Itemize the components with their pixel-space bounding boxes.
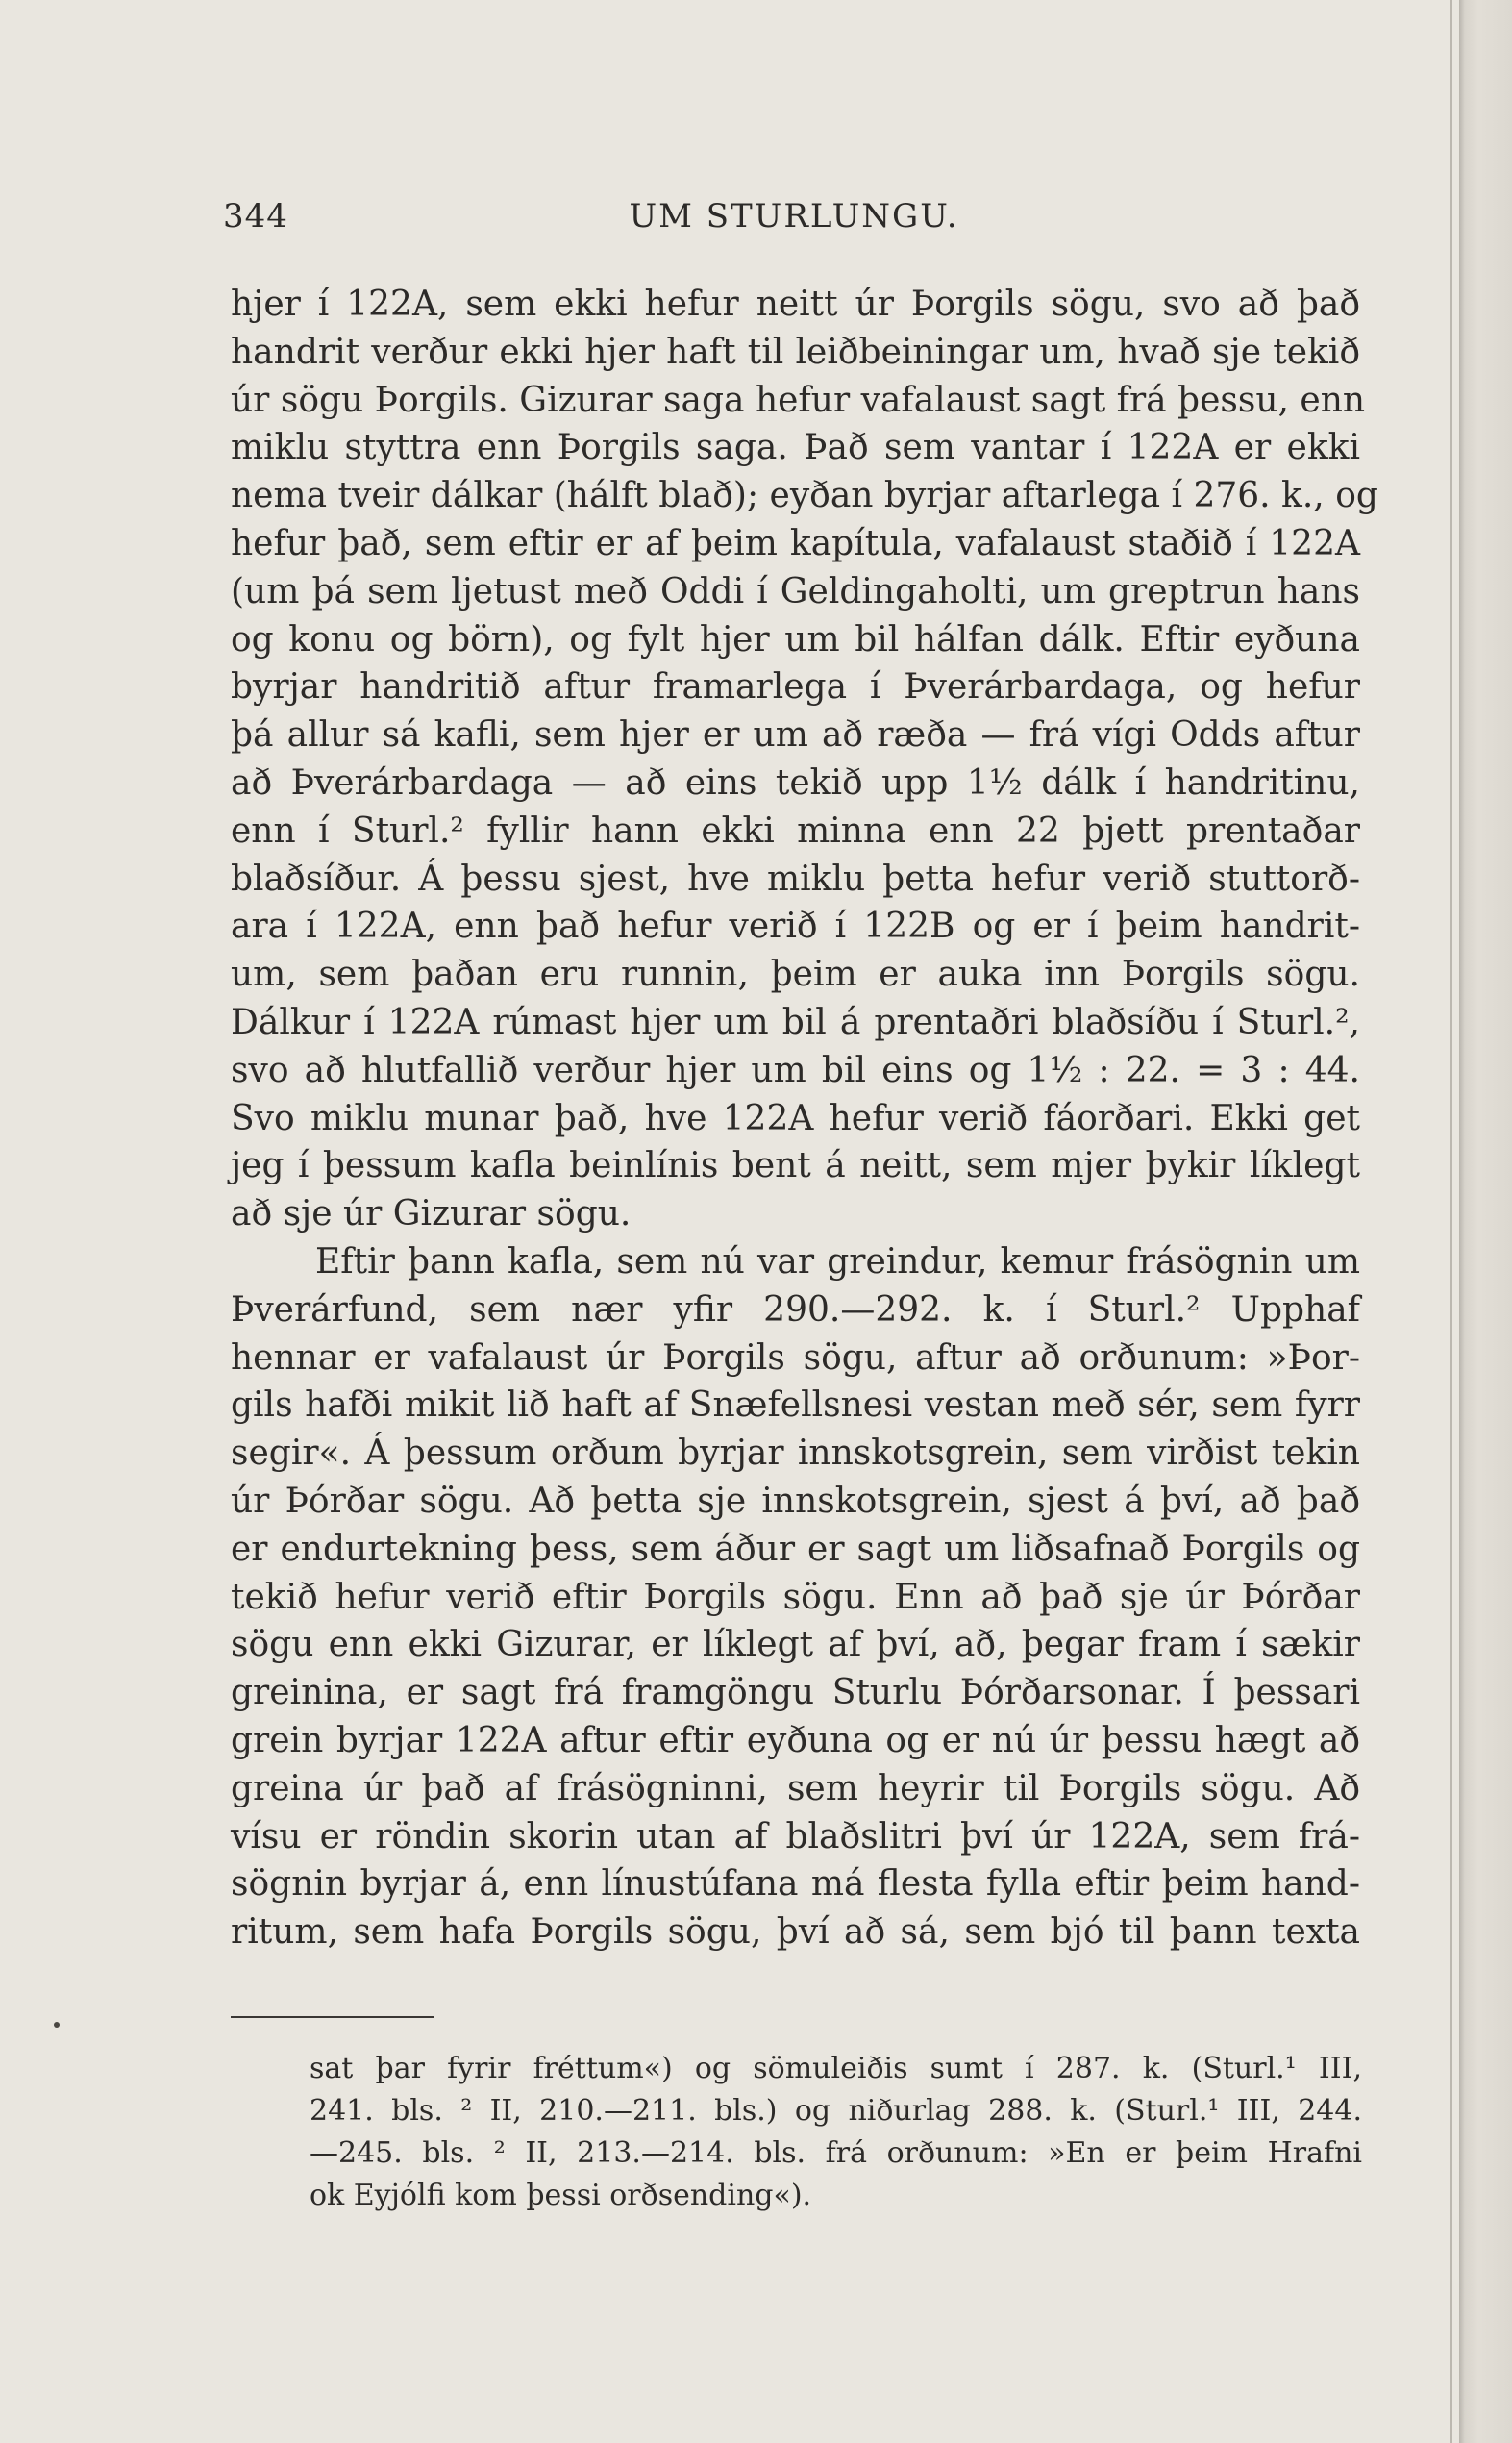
body-line: og konu og börn), og fylt hjer um bil hálfan dálk. Eftir eyðuna: [231, 619, 1360, 660]
body-line: greina úr það af frásögninni, sem heyrir til Þorgils sögu. Að: [231, 1768, 1360, 1808]
page-number: 344: [223, 197, 288, 236]
body-text: [231, 281, 1378, 1957]
body-line: enn í Sturl.² fyllir hann ekki minna enn 22 þjett prentaðar: [231, 810, 1360, 851]
footnote-line: sat þar fyrir fréttum«) og sömuleiðis sumt í 287. k. (Sturl.¹ III,: [310, 2052, 1362, 2085]
body-line: úr sögu Þorgils. Gizurar saga hefur vafalaust sagt frá þessu, enn: [231, 380, 1366, 420]
body-line: ara í 122A, enn það hefur verið í 122B og er í þeim handrit-: [231, 907, 1360, 947]
body-line: sögnin byrjar á, enn línustúfana má flesta fylla eftir þeim hand-: [231, 1864, 1360, 1905]
body-line: er endurtekning þess, sem áður er sagt um liðsafnað Þorgils og: [231, 1529, 1360, 1569]
body-line: Þverárfund, sem nær yfir 290.—292. k. í Sturl.² Upphaf: [231, 1289, 1360, 1330]
body-line: Svo miklu munar það, hve 122A hefur verið fáorðari. Ekki get: [231, 1098, 1360, 1138]
body-line: vísu er röndin skorin utan af blaðslitri því úr 122A, sem frá-: [231, 1816, 1360, 1857]
body-line: greinina, er sagt frá framgöngu Sturlu Þórðarsonar. Í þessari: [231, 1673, 1360, 1713]
body-line: grein byrjar 122A aftur eftir eyðuna og er nú úr þessu hægt að: [231, 1720, 1360, 1760]
body-line: ritum, sem hafa Þorgils sögu, því að sá, sem bjó til þann texta: [231, 1912, 1360, 1953]
body-line: um, sem þaðan eru runnin, þeim er auka inn Þorgils sögu.: [231, 955, 1360, 995]
body-line: úr Þórðar sögu. Að þetta sje innskotsgrein, sjest á því, að það: [231, 1481, 1360, 1521]
body-line: svo að hlutfallið verður hjer um bil eins og 1½ : 22. = 3 : 44.: [231, 1050, 1360, 1090]
footnote-line: —245. bls. ² II, 213.—214. bls. frá orðunum: »En er þeim Hrafni: [310, 2136, 1362, 2170]
body-line: hjer í 122A, sem ekki hefur neitt úr Þorgils sögu, svo að það: [231, 285, 1360, 324]
margin-speck: [54, 2022, 60, 2028]
body-line: þá allur sá kafli, sem hjer er um að ræða — frá vígi Odds aftur: [231, 715, 1360, 756]
body-line: miklu styttra enn Þorgils saga. Það sem vantar í 122A er ekki: [231, 428, 1360, 468]
body-line: segir«. Á þessum orðum byrjar innskotsgrein, sem virðist tekin: [231, 1433, 1360, 1474]
body-line: tekið hefur verið eftir Þorgils sögu. Enn að það sje úr Þórðar: [231, 1577, 1360, 1617]
page-edge: [1459, 0, 1512, 2443]
footnote: [310, 2048, 1362, 2217]
body-line: gils hafði mikit lið haft af Snæfellsnesi vestan með sér, sem fyrr: [231, 1385, 1360, 1426]
page-edge-line: [1450, 0, 1452, 2443]
body-line: hennar er vafalaust úr Þorgils sögu, aftur að orðunum: »Þor-: [231, 1337, 1360, 1378]
running-title: UM STURLUNGU.: [629, 197, 959, 236]
body-line: sögu enn ekki Gizurar, er líklegt af því, að, þegar fram í sækir: [231, 1625, 1360, 1665]
footnote-rule: [231, 2016, 434, 2018]
body-line: að Þverárbardaga — að eins tekið upp 1½ dálk í handritinu,: [231, 762, 1360, 803]
body-line: byrjar handritið aftur framarlega í Þverárbardaga, og hefur: [231, 667, 1360, 708]
body-line: hefur það, sem eftir er af þeim kapítula, vafalaust staðið í 122A: [231, 523, 1360, 563]
footnote-line: ok Eyjólfi kom þessi orðsending«).: [310, 2179, 812, 2212]
body-line: handrit verður ekki hjer haft til leiðbeiningar um, hvað sje tekið: [231, 332, 1360, 372]
body-line: nema tveir dálkar (hálft blað); eyðan byrjar aftarlega í 276. k., og: [231, 476, 1378, 516]
paragraph-start-line: Eftir þann kafla, sem nú var greindur, kemur frásögnin um: [315, 1241, 1360, 1282]
body-line: (um þá sem ljetust með Oddi í Geldingaholti, um greptrun hans: [231, 571, 1360, 611]
body-line: blaðsíður. Á þessu sjest, hve miklu þetta hefur verið stuttorð-: [231, 859, 1360, 899]
body-line: Dálkur í 122A rúmast hjer um bil á prentaðri blaðsíðu í Sturl.²,: [231, 1002, 1360, 1042]
body-line: jeg í þessum kafla beinlínis bent á neitt, sem mjer þykir líklegt: [231, 1146, 1360, 1186]
body-line: að sje úr Gizurar sögu.: [231, 1194, 632, 1234]
page-header: [223, 197, 1365, 245]
footnote-line: 241. bls. ² II, 210.—211. bls.) og niðurlag 288. k. (Sturl.¹ III, 244.: [310, 2094, 1362, 2128]
